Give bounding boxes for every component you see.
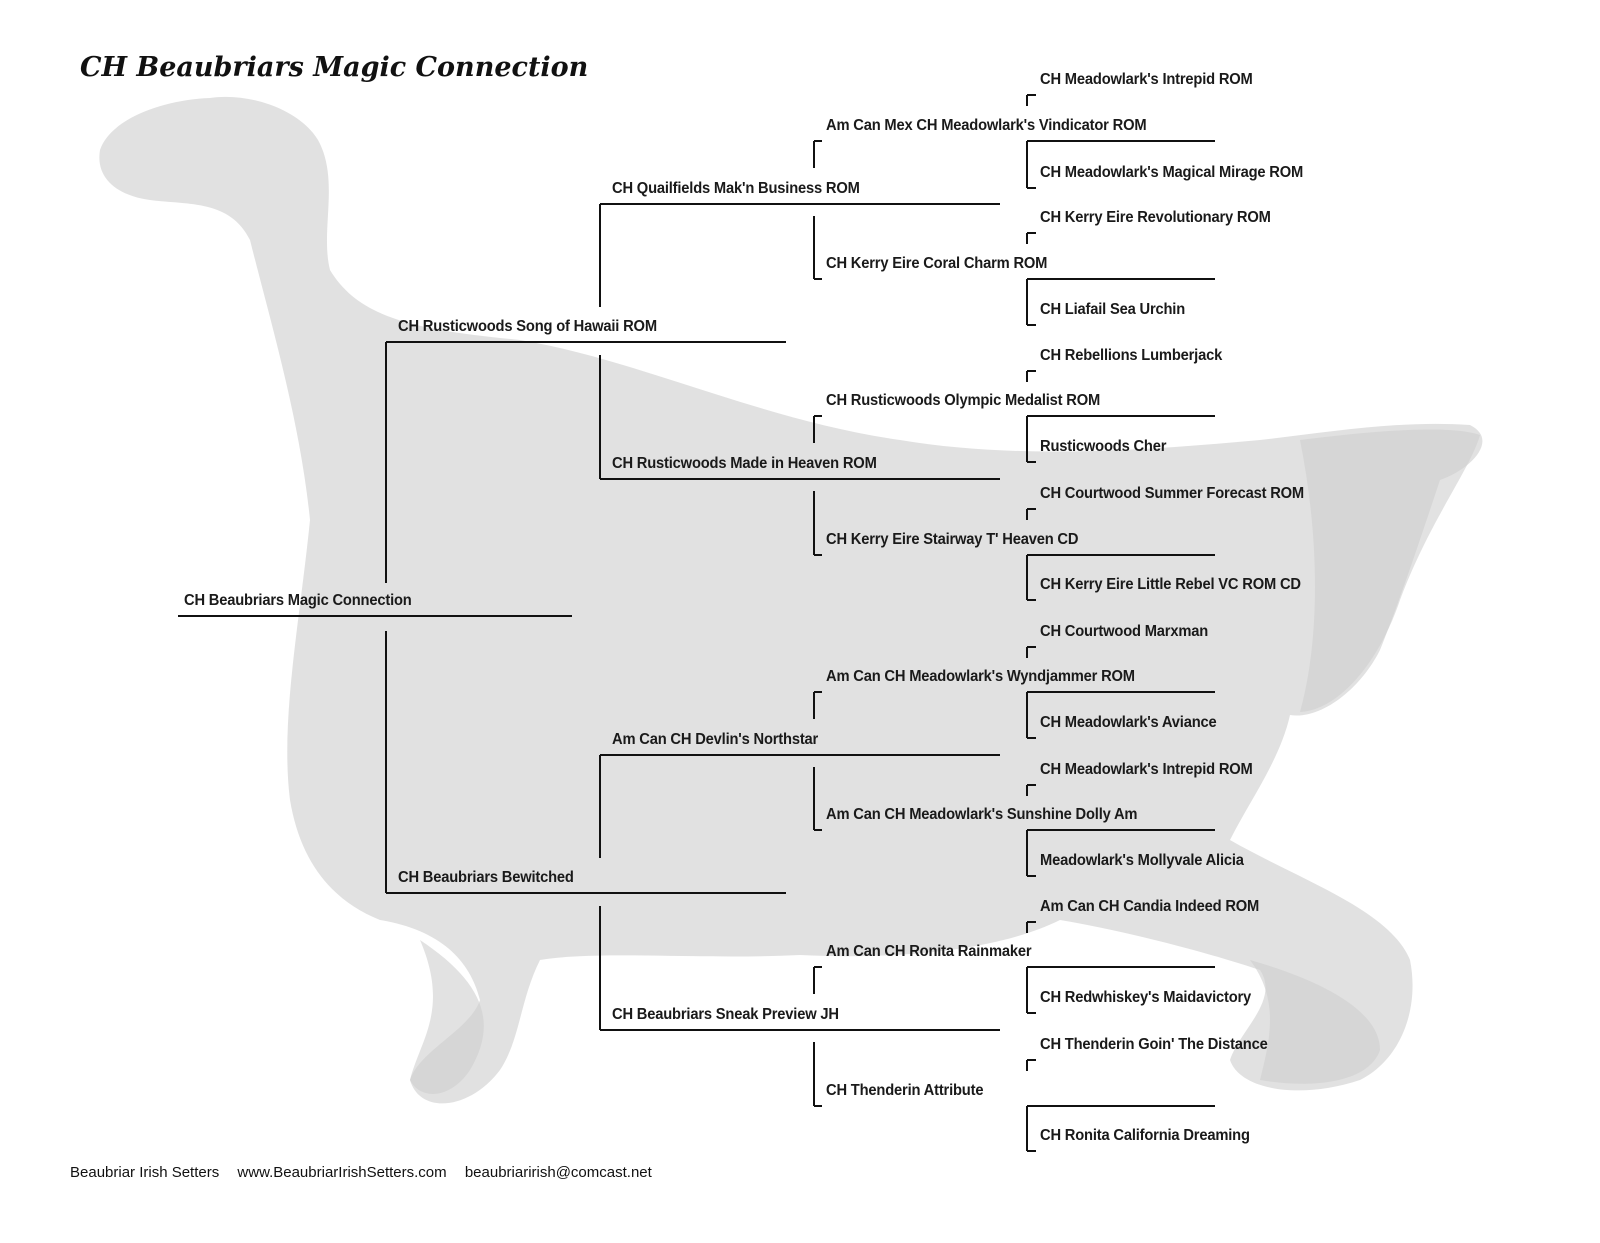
footer-website[interactable]: www.BeaubriarIrishSetters.com [237,1164,447,1181]
dam-name: CH Beaubriars Bewitched [398,869,574,886]
gen4-name: CH Meadowlark's Magical Mirage ROM [1040,164,1304,181]
footer-kennel: Beaubriar Irish Setters [70,1164,220,1181]
gen4-name: CH Redwhiskey's Maidavictory [1040,989,1252,1006]
gen3-name: Am Can CH Meadowlark's Wyndjammer ROM [826,668,1135,685]
gen4-name: CH Ronita California Dreaming [1040,1127,1250,1144]
gen3-name: CH Thenderin Attribute [826,1082,984,1099]
gen4-name: CH Kerry Eire Revolutionary ROM [1040,209,1271,226]
gen4-name: CH Meadowlark's Aviance [1040,714,1217,731]
gen4-name: Am Can CH Candia Indeed ROM [1040,898,1260,915]
gen4-name: Rusticwoods Cher [1040,438,1167,455]
gen3-name: Am Can Mex CH Meadowlark's Vindicator ROM [826,117,1147,134]
gen4-name: CH Meadowlark's Intrepid ROM [1040,761,1253,778]
gen3-name: CH Kerry Eire Stairway T' Heaven CD [826,531,1079,548]
dam-sire-name: Am Can CH Devlin's Northstar [612,731,819,748]
gen3-name: CH Rusticwoods Olympic Medalist ROM [826,392,1101,409]
subject-name: CH Beaubriars Magic Connection [184,592,412,609]
sire-dam-name: CH Rusticwoods Made in Heaven ROM [612,455,877,472]
gen4-name: CH Kerry Eire Little Rebel VC ROM CD [1040,576,1301,593]
gen3-name: CH Kerry Eire Coral Charm ROM [826,255,1048,272]
gen4-name: CH Thenderin Goin' The Distance [1040,1036,1268,1053]
gen4-name: CH Liafail Sea Urchin [1040,301,1186,318]
gen3-name: Am Can CH Ronita Rainmaker [826,943,1032,960]
sire-sire-name: CH Quailfields Mak'n Business ROM [612,180,860,197]
gen3-name: Am Can CH Meadowlark's Sunshine Dolly Am [826,806,1138,823]
footer-email[interactable]: beaubriarirish@comcast.net [464,1164,652,1181]
gen4-name: CH Courtwood Marxman [1040,623,1209,640]
gen4-name: CH Rebellions Lumberjack [1040,347,1223,364]
gen4-name: CH Meadowlark's Intrepid ROM [1040,71,1253,88]
sire-name: CH Rusticwoods Song of Hawaii ROM [398,318,657,335]
gen4-name: Meadowlark's Mollyvale Alicia [1040,852,1244,869]
page-title: CH Beaubriars Magic Connection [80,52,589,83]
dam-dam-name: CH Beaubriars Sneak Preview JH [612,1006,839,1023]
gen4-name: CH Courtwood Summer Forecast ROM [1040,485,1305,502]
footer [70,1164,666,1181]
